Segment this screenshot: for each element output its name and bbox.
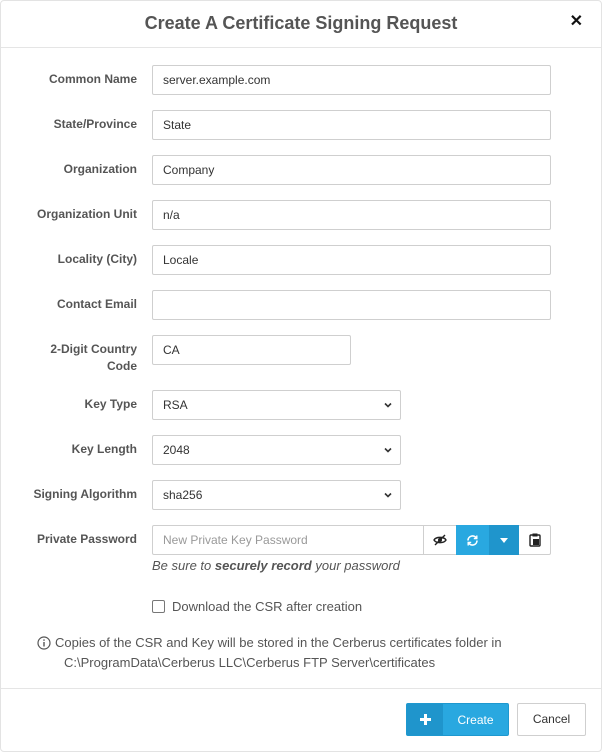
org-unit-input[interactable]: n/a: [152, 200, 551, 230]
organization-label: Organization: [63, 162, 137, 176]
close-icon[interactable]: ✕: [569, 13, 583, 30]
caret-down-icon: [500, 538, 508, 543]
refresh-icon: [466, 534, 479, 547]
common-name-input[interactable]: server.example.com: [152, 65, 551, 95]
organization-input[interactable]: Company: [152, 155, 551, 185]
chevron-down-icon: [384, 491, 392, 499]
key-type-select[interactable]: [152, 390, 401, 420]
private-password-group: [152, 525, 551, 555]
info-circle-icon: [37, 636, 51, 650]
key-length-value: 2048: [163, 443, 190, 457]
password-hint: [152, 558, 400, 573]
clipboard-icon: [529, 533, 541, 547]
plus-icon: [407, 704, 443, 735]
hint-suffix: your password: [315, 558, 400, 573]
signing-algorithm-value: sha256: [163, 488, 203, 502]
org-unit-label: Organization Unit: [37, 207, 137, 221]
info-line-1: Copies of the CSR and Key will be stored in the Cerberus certificates folder in: [55, 635, 502, 650]
contact-email-input[interactable]: [152, 290, 551, 320]
download-csr-label: Download the CSR after creation: [172, 599, 363, 614]
info-line-2: C:\ProgramData\Cerberus LLC\Cerberus FTP Server\certificates: [64, 655, 436, 670]
create-button[interactable]: [406, 703, 509, 736]
country-code-input[interactable]: CA: [152, 335, 351, 365]
country-code-label-line1: 2-Digit Country: [50, 342, 137, 356]
country-code-label: [11, 341, 137, 375]
state-label: State/Province: [53, 117, 137, 131]
hint-prefix: Be sure to: [152, 558, 212, 573]
eye-slash-icon: [433, 534, 447, 546]
signing-algorithm-select[interactable]: [152, 480, 401, 510]
storage-info: [37, 633, 502, 673]
contact-email-label: Contact Email: [56, 297, 137, 311]
signing-algorithm-label: Signing Algorithm: [33, 487, 137, 501]
key-type-value: RSA: [163, 398, 188, 412]
chevron-down-icon: [384, 401, 392, 409]
private-password-input[interactable]: New Private Key Password: [163, 533, 308, 547]
dialog-title: Create A Certificate Signing Request: [144, 13, 458, 33]
dialog-header: [1, 1, 601, 48]
key-type-label: Key Type: [84, 397, 137, 411]
dialog-footer: [1, 688, 601, 752]
country-code-label-line2: Code: [107, 359, 137, 373]
download-csr-checkbox[interactable]: [152, 600, 165, 613]
cancel-button[interactable]: Cancel: [517, 703, 586, 736]
key-length-select[interactable]: [152, 435, 401, 465]
password-options-dropdown[interactable]: [489, 525, 519, 555]
locality-input[interactable]: Locale: [152, 245, 551, 275]
copy-password-button[interactable]: [519, 525, 551, 555]
common-name-label: Common Name: [48, 72, 137, 86]
locality-label: Locality (City): [57, 252, 137, 266]
toggle-visibility-button[interactable]: [423, 525, 456, 555]
private-password-label: Private Password: [36, 532, 137, 546]
state-input[interactable]: State: [152, 110, 551, 140]
generate-password-button[interactable]: [456, 525, 489, 555]
key-length-label: Key Length: [71, 442, 137, 456]
download-csr-option[interactable]: [152, 599, 362, 614]
chevron-down-icon: [384, 446, 392, 454]
hint-emphasis: securely record: [214, 558, 312, 573]
create-button-label: Create: [457, 712, 494, 727]
